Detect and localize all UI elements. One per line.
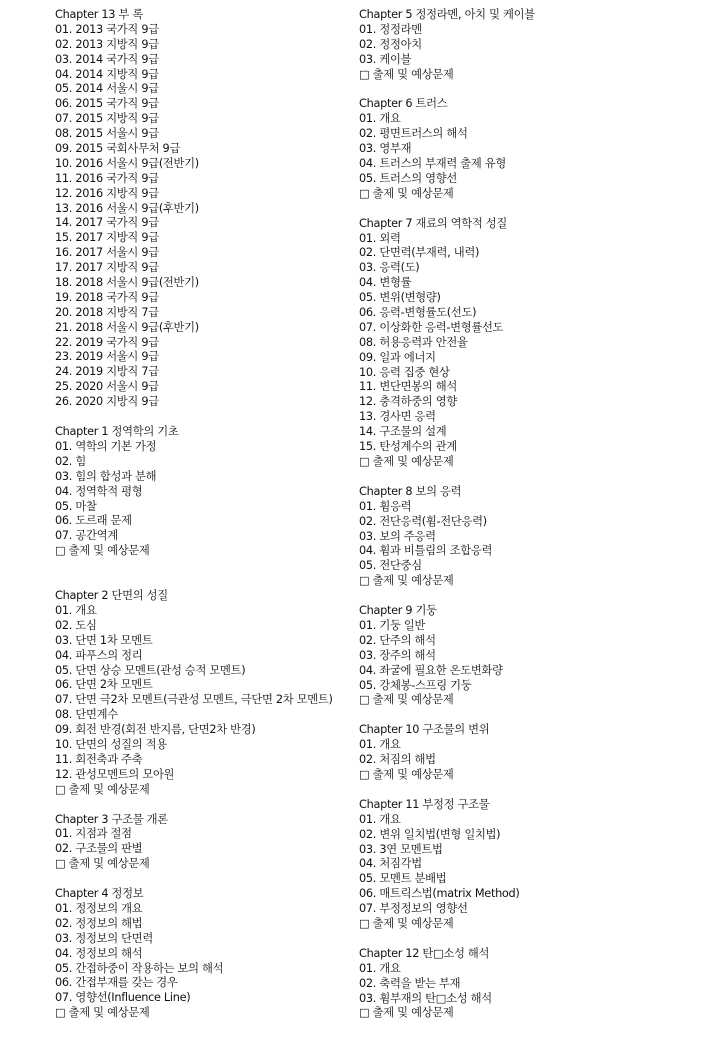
toc-item: 05. 강체봉-스프링 기둥 xyxy=(359,678,472,692)
toc-item: 21. 2018 서울시 9급(후반기) xyxy=(55,320,199,334)
chapter-title: Chapter 9 기둥 xyxy=(359,604,437,618)
exercise-item: □ 출제 및 예상문제 xyxy=(359,67,454,81)
toc-item: 05. 단면 상승 모멘트(관성 승적 모멘트) xyxy=(55,663,246,677)
toc-item: 07. 2015 지방직 9급 xyxy=(55,112,159,126)
toc-item: 01. 휨응력 xyxy=(359,499,412,513)
toc-item: 05. 트러스의 영향선 xyxy=(359,171,457,185)
exercise-item: □ 출제 및 예상문제 xyxy=(359,767,454,781)
toc-item: 04. 좌굴에 필요한 온도변화량 xyxy=(359,663,503,677)
toc-item: 19. 2018 국가직 9급 xyxy=(55,290,159,304)
toc-item: 06. 매트릭스법(matrix Method) xyxy=(359,887,520,901)
toc-item: 03. 영부재 xyxy=(359,142,412,156)
toc-item: 16. 2017 서울시 9급 xyxy=(55,246,159,260)
chapter-section xyxy=(55,589,355,797)
toc-item: 08. 허용응력과 안전율 xyxy=(359,335,468,349)
toc-item: 10. 단면의 성질의 적용 xyxy=(55,737,167,751)
toc-item: 03. 보의 주응력 xyxy=(359,529,436,543)
toc-item: 10. 2016 서울시 9급(전반기) xyxy=(55,156,199,170)
toc-item: 02. 힘 xyxy=(55,454,86,468)
exercise-item: □ 출제 및 예상문제 xyxy=(55,544,150,558)
chapter-title: Chapter 1 정역학의 기초 xyxy=(55,425,179,439)
toc-item: 01. 기둥 일반 xyxy=(359,618,426,632)
chapter-title: Chapter 2 단면의 성질 xyxy=(55,589,168,603)
toc-item: 04. 휨과 비틀림의 조합응력 xyxy=(359,544,493,558)
toc-item: 05. 마찰 xyxy=(55,499,97,513)
toc-item: 14. 2017 국가직 9급 xyxy=(55,216,159,230)
exercise-item: □ 출제 및 예상문제 xyxy=(359,1006,454,1020)
toc-item: 22. 2019 국가직 9급 xyxy=(55,335,159,349)
toc-item: 01. 개요 xyxy=(359,112,401,126)
chapter-section xyxy=(359,947,709,1021)
exercise-item: □ 출제 및 예상문제 xyxy=(359,186,454,200)
toc-item: 01. 정정보의 개요 xyxy=(55,901,143,915)
toc-item: 05. 변위(변형량) xyxy=(359,291,441,305)
exercise-item: □ 출제 및 예상문제 xyxy=(359,454,454,468)
toc-item: 06. 2015 국가직 9급 xyxy=(55,97,159,111)
toc-item: 13. 경사면 응력 xyxy=(359,410,436,424)
toc-item: 11. 2016 국가직 9급 xyxy=(55,171,159,185)
toc-item: 07. 공간역계 xyxy=(55,529,118,543)
chapter-section xyxy=(359,217,709,470)
toc-item: 04. 처짐각법 xyxy=(359,857,422,871)
toc-item: 06. 간접부재를 갖는 경우 xyxy=(55,976,178,990)
toc-item: 08. 2015 서울시 9급 xyxy=(55,127,159,141)
toc-item: 18. 2018 서울시 9급(전반기) xyxy=(55,276,199,290)
toc-item: 02. 평면트러스의 해석 xyxy=(359,127,468,141)
toc-item: 03. 단면 1차 모멘트 xyxy=(55,633,153,647)
chapter-title: Chapter 12 탄□소성 해석 xyxy=(359,946,490,960)
exercise-item: □ 출제 및 예상문제 xyxy=(55,857,150,871)
chapter-section xyxy=(359,723,709,783)
toc-item: 02. 축력을 받는 부재 xyxy=(359,976,461,990)
toc-item: 06. 단면 2차 모멘트 xyxy=(55,678,153,692)
chapter-title: Chapter 3 구조물 개론 xyxy=(55,812,168,826)
chapter-section xyxy=(55,813,355,873)
toc-item: 11. 변단면봉의 해석 xyxy=(359,380,457,394)
exercise-item: □ 출제 및 예상문제 xyxy=(55,1006,150,1020)
toc-item: 03. 케이블 xyxy=(359,52,412,66)
toc-item: 04. 트러스의 부재력 출제 유형 xyxy=(359,157,506,171)
toc-left-column xyxy=(55,8,355,1021)
toc-item: 26. 2020 지방직 9급 xyxy=(55,395,159,409)
toc-item: 05. 모멘트 분배법 xyxy=(359,872,447,886)
toc-item: 07. 부정정보의 영향선 xyxy=(359,902,468,916)
toc-item: 12. 충격하중의 영향 xyxy=(359,395,457,409)
exercise-item: □ 출제 및 예상문제 xyxy=(359,693,454,707)
chapter-title: Chapter 13 부 록 xyxy=(55,8,143,21)
toc-item: 05. 2014 서울시 9급 xyxy=(55,82,159,96)
toc-item: 05. 전단중심 xyxy=(359,559,422,573)
toc-item: 03. 휨부재의 탄□소성 해석 xyxy=(359,991,492,1005)
toc-right-column xyxy=(359,8,709,1021)
toc-item: 01. 외력 xyxy=(359,231,401,245)
toc-item: 03. 3연 모멘트법 xyxy=(359,842,443,856)
chapter-section xyxy=(55,887,355,1021)
chapter-title: Chapter 7 재료의 역학적 성질 xyxy=(359,216,508,230)
toc-item: 02. 처짐의 해법 xyxy=(359,753,436,767)
exercise-item: □ 출제 및 예상문제 xyxy=(359,574,454,588)
toc-item: 13. 2016 서울시 9급(후반기) xyxy=(55,201,199,215)
toc-item: 01. 2013 국가직 9급 xyxy=(55,22,159,36)
toc-item: 07. 이상화한 응력-변형률선도 xyxy=(359,320,504,334)
toc-item: 04. 파푸스의 정리 xyxy=(55,648,143,662)
toc-item: 23. 2019 서울시 9급 xyxy=(55,350,159,364)
chapter-title: Chapter 4 정정보 xyxy=(55,887,144,901)
toc-item: 12. 2016 지방직 9급 xyxy=(55,186,159,200)
toc-item: 03. 정정보의 단면력 xyxy=(55,931,153,945)
chapter-section xyxy=(55,8,355,410)
chapter-section xyxy=(359,485,709,589)
toc-item: 09. 2015 국회사무처 9급 xyxy=(55,142,181,156)
toc-item: 20. 2018 지방직 7급 xyxy=(55,305,159,319)
toc-item: 11. 회전축과 주축 xyxy=(55,752,143,766)
chapter-section xyxy=(359,798,709,932)
toc-item: 04. 변형률 xyxy=(359,276,412,290)
toc-item: 02. 단주의 해석 xyxy=(359,633,436,647)
exercise-item: □ 출제 및 예상문제 xyxy=(55,782,150,796)
toc-item: 01. 정정라멘 xyxy=(359,22,422,36)
toc-item: 02. 정정아치 xyxy=(359,37,422,51)
toc-item: 03. 응력(도) xyxy=(359,261,420,275)
toc-item: 07. 영향선(Influence Line) xyxy=(55,991,191,1005)
exercise-item: □ 출제 및 예상문제 xyxy=(359,916,454,930)
toc-item: 09. 회전 반경(회전 반지름, 단면2차 반경) xyxy=(55,723,256,737)
chapter-title: Chapter 10 구조물의 변위 xyxy=(359,723,490,737)
toc-item: 01. 개요 xyxy=(359,812,401,826)
toc-item: 01. 지점과 절점 xyxy=(55,827,132,841)
toc-item: 01. 개요 xyxy=(359,738,401,752)
toc-item: 04. 정정보의 해석 xyxy=(55,946,143,960)
toc-item: 04. 정역학적 평형 xyxy=(55,484,143,498)
toc-item: 01. 역학의 기본 가정 xyxy=(55,439,157,453)
toc-item: 09. 일과 에너지 xyxy=(359,350,436,364)
toc-item: 14. 구조물의 설계 xyxy=(359,425,447,439)
toc-item: 06. 응력-변형률도(선도) xyxy=(359,306,477,320)
toc-item: 03. 2014 국가직 9급 xyxy=(55,52,159,66)
chapter-title: Chapter 6 트러스 xyxy=(359,97,448,111)
toc-item: 03. 힘의 합성과 분해 xyxy=(55,469,157,483)
toc-item: 25. 2020 서울시 9급 xyxy=(55,380,159,394)
toc-item: 17. 2017 지방직 9급 xyxy=(55,261,159,275)
toc-item: 10. 응력 집중 현상 xyxy=(359,365,450,379)
chapter-title: Chapter 8 보의 응력 xyxy=(359,484,462,498)
toc-item: 01. 개요 xyxy=(55,603,97,617)
toc-item: 02. 도심 xyxy=(55,618,97,632)
toc-item: 02. 전단응력(휨-전단응력) xyxy=(359,514,487,528)
chapter-section xyxy=(55,425,355,559)
toc-item: 24. 2019 지방직 7급 xyxy=(55,365,159,379)
toc-item: 07. 단면 극2차 모멘트(극관성 모멘트, 극단면 2차 모멘트) xyxy=(55,693,333,707)
toc-item: 15. 2017 지방직 9급 xyxy=(55,231,159,245)
toc-item: 12. 관성모멘트의 모아원 xyxy=(55,767,175,781)
toc-item: 02. 정정보의 해법 xyxy=(55,916,143,930)
toc-item: 03. 장주의 해석 xyxy=(359,648,436,662)
chapter-section xyxy=(359,97,709,201)
toc-item: 02. 구조물의 판별 xyxy=(55,842,143,856)
chapter-section xyxy=(359,8,709,82)
toc-item: 08. 단면계수 xyxy=(55,708,118,722)
toc-item: 02. 변위 일치법(변형 일치법) xyxy=(359,827,501,841)
toc-item: 05. 간접하중이 작용하는 보의 해석 xyxy=(55,961,224,975)
toc-item: 15. 탄성계수의 관계 xyxy=(359,440,457,454)
chapter-title: Chapter 11 부정정 구조물 xyxy=(359,797,490,811)
chapter-title: Chapter 5 정정라멘, 아치 및 케이블 xyxy=(359,8,535,21)
toc-item: 02. 단면력(부재력, 내력) xyxy=(359,246,480,260)
toc-item: 04. 2014 지방직 9급 xyxy=(55,67,159,81)
toc-item: 06. 도르래 문제 xyxy=(55,514,132,528)
toc-item: 01. 개요 xyxy=(359,961,401,975)
chapter-section xyxy=(359,604,709,708)
toc-item: 02. 2013 지방직 9급 xyxy=(55,37,159,51)
